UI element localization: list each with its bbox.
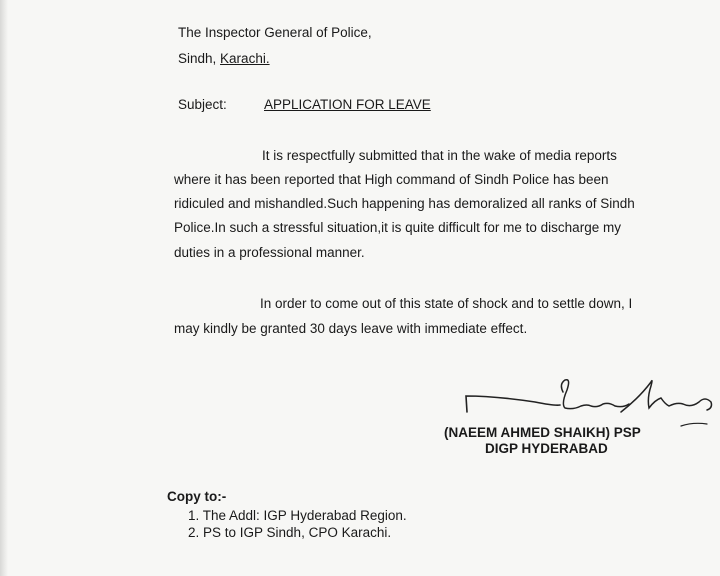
paragraph1-line: It is respectfully submitted that in the wake of media reports xyxy=(262,148,617,163)
paragraph2-line: may kindly be granted 30 days leave with immediate effect. xyxy=(174,321,528,336)
paragraph1-line: where it has been reported that High command of Sindh Police has been xyxy=(174,172,609,187)
address-province: Sindh, xyxy=(178,51,217,66)
paragraph1-line: ridiculed and mishandled.Such happening has demoralized all ranks of Sindh xyxy=(174,196,635,211)
paragraph2-line: In order to come out of this state of shock and to settle down, I xyxy=(260,296,633,311)
copy-to-heading: Copy to:- xyxy=(167,489,227,504)
paragraph1-line: Police.In such a stressful situation,it is quite difficult for me to discharge my xyxy=(174,220,621,235)
subject-label: Subject: xyxy=(178,97,227,112)
subject-text: APPLICATION FOR LEAVE xyxy=(264,97,431,112)
signatory-designation: DIGP HYDERABAD xyxy=(485,441,608,456)
address-city: Karachi. xyxy=(220,51,270,66)
address-line-2 xyxy=(178,52,270,66)
handwritten-signature xyxy=(455,368,720,428)
copy-to-item: 2. PS to IGP Sindh, CPO Karachi. xyxy=(188,525,392,540)
address-line-1: The Inspector General of Police, xyxy=(178,25,372,40)
copy-to-item: 1. The Addl: IGP Hyderabad Region. xyxy=(188,508,407,523)
paragraph1-line: duties in a professional manner. xyxy=(174,245,365,260)
signatory-name: (NAEEM AHMED SHAIKH) PSP xyxy=(444,425,641,440)
page-edge-shadow xyxy=(0,0,8,576)
